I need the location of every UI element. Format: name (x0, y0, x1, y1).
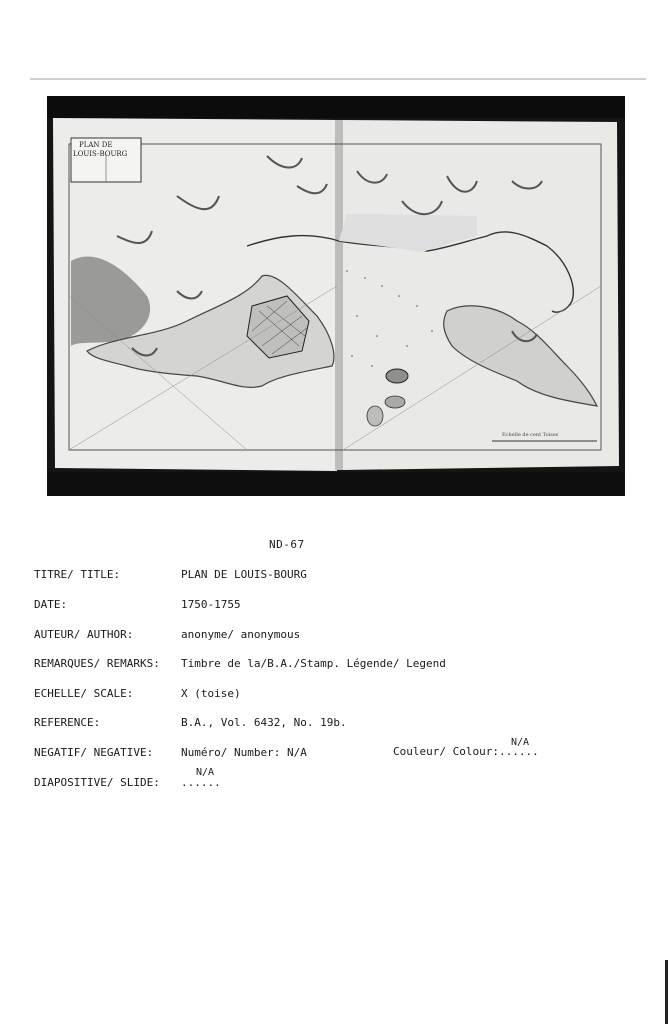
document-number: ND-67 (269, 538, 305, 551)
field-value: B.A., Vol. 6432, No. 19b. (181, 716, 347, 729)
field-value: 1750-1755 (181, 598, 241, 611)
field-label: NEGATIF/ NEGATIVE: (34, 746, 154, 759)
slide-na: N/A (196, 767, 215, 778)
field-label: ECHELLE/ SCALE: (34, 687, 134, 700)
field-label: TITRE/ TITLE: (34, 568, 121, 581)
field-label: REFERENCE: (34, 716, 101, 729)
colour-na: N/A (511, 737, 530, 748)
cartouche-title-1: PLAN DE (79, 141, 113, 149)
map-photograph (47, 96, 625, 496)
field-value: Timbre de la/B.A./Stamp. Légende/ Legend (181, 657, 446, 670)
field-label: DATE: (34, 598, 68, 611)
top-divider (30, 78, 646, 80)
field-label: REMARQUES/ REMARKS: (34, 657, 160, 670)
field-value: anonyme/ anonymous (181, 628, 301, 641)
map-image (47, 96, 625, 496)
field-value: PLAN DE LOUIS-BOURG (181, 568, 307, 581)
scale-note: Echelle de cent Toises (502, 432, 559, 438)
field-value: ...... (181, 776, 221, 789)
field-label: DIAPOSITIVE/ SLIDE: (34, 776, 160, 789)
field-value: Numéro/ Number: N/A (181, 746, 307, 759)
field-value: X (toise) (181, 687, 241, 700)
cartouche-title-2: LOUIS-BOURG (73, 150, 128, 158)
field-label: AUTEUR/ AUTHOR: (34, 628, 134, 641)
colour-dots: ...... (498, 745, 539, 758)
colour-label: Couleur/ Colour: (393, 745, 499, 758)
